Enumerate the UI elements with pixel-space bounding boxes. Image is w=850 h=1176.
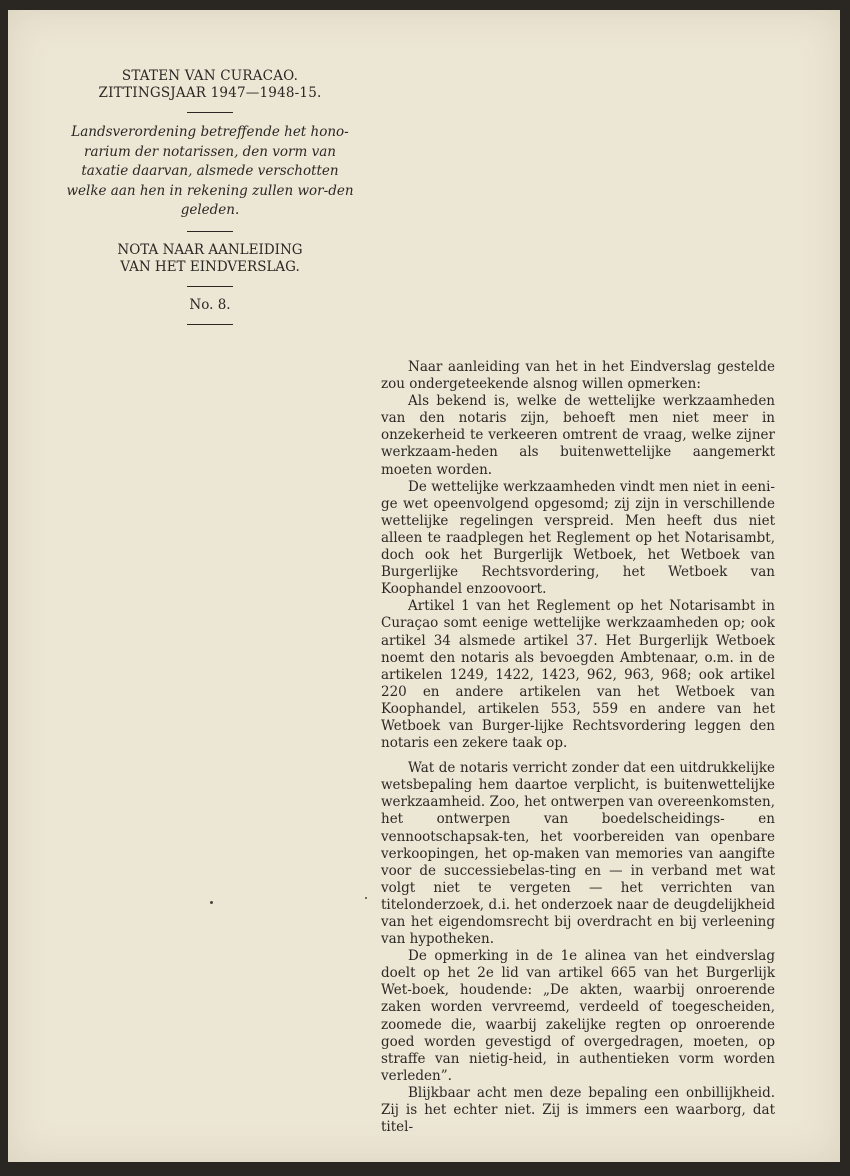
nota-title-line2: VAN HET EINDVERSLAG. xyxy=(120,258,300,275)
header-subject: Landsverordening betreffende het hono-rarium der notarissen, den vorm van taxatie daarvan, alsmede verschotten welke aan hen in rekening zullen wor-den geleden. xyxy=(66,124,354,218)
paper-speck xyxy=(365,897,367,899)
header-title: STATEN VAN CURACAO. xyxy=(121,68,299,84)
body-paragraph: Artikel 1 van het Reglement op het Notarisambt in Curaçao somt eenige wettelijke werkzaamheden op; ook artikel 34 alsmede artikel 37. Het Burgerlijk Wetboek noemt den notaris als bevoegden Ambtenaar, o.m. in de artikelen 1249, 1422, 1423, 962, 963, 968; ook artikel 220 en andere artikelen van het Wetboek van Koophandel, artikelen 553, 559 en andere van het Wetboek van Burger-lijke Rechtsvordering leggen den notaris een zekere taak op. xyxy=(381,598,775,752)
body-paragraph: Naar aanleiding van het in het Eindverslag gestelde zou ondergeteekende alsnog willen opmerken: xyxy=(381,359,775,393)
divider xyxy=(187,112,233,113)
body-paragraph: Als bekend is, welke de wettelijke werkzaamheden van den notaris zijn, behoeft men niet meer in onzekerheid te verkeeren omtrent de vraag, welke zijner werkzaam-heden als buitenwettelijke aangemerkt moeten worden. xyxy=(381,393,775,478)
body-paragraph: De opmerking in de 1e alinea van het eindverslag doelt op het 2e lid van artikel 665 van het Burgerlijk Wet-boek, houdende: „De akten, waarbij onroerende zaken worden vervreemd, verdeeld of toegescheiden, zoomede die, waarbij zakelijke regten op onroerende goed worden gevestigd of overgedragen, moeten, op straffe van nietig-heid, in authentieken vorm worden verleden”. xyxy=(381,948,775,1084)
body-paragraph: Blijkbaar acht men deze bepaling een onbillijkheid. Zij is het echter niet. Zij is immers een waarborg, dat titel- xyxy=(381,1084,775,1136)
document-body xyxy=(381,359,775,1136)
paper-speck xyxy=(210,901,213,904)
document-page xyxy=(8,10,840,1162)
divider xyxy=(187,231,233,232)
divider xyxy=(187,286,233,287)
nota-title-line1: NOTA NAAR AANLEIDING xyxy=(117,241,303,258)
body-paragraph: De wettelijke werkzaamheden vindt men niet in eeni-ge wet opeenvolgend opgesomd; zij zijn in verschillende wettelijke regelingen verspreid. Men heeft dus niet alleen te raadplegen het Reglement op het Notarisambt, doch ook het Burgerlijk Wetboek, het Wetboek van Burgerlijke Rechtsvordering, het Wetboek van Koophandel enzoovoort. xyxy=(381,478,775,598)
divider xyxy=(187,324,233,325)
document-header xyxy=(64,68,356,335)
header-session: ZITTINGSJAAR 1947—1948-15. xyxy=(98,85,322,101)
document-number: No. 8. xyxy=(189,296,231,313)
body-paragraph: Wat de notaris verricht zonder dat een uitdrukkelijke wetsbepaling hem daartoe verplicht, is buitenwettelijke werkzaamheid. Zoo, het ontwerpen van overeenkomsten, het ontwerpen van boedelscheidings- en vennootschapsak-ten, het voorbereiden van openbare verkoopingen, het op-maken van memories van aangifte voor de successiebelas-ting en — in verband met wat volgt niet te vergeten — het verrichten van titelonderzoek, d.i. het onderzoek naar de deugdelijkheid van het eigendomsrecht bij overdracht en bij verleening van hypotheken. xyxy=(381,760,775,948)
